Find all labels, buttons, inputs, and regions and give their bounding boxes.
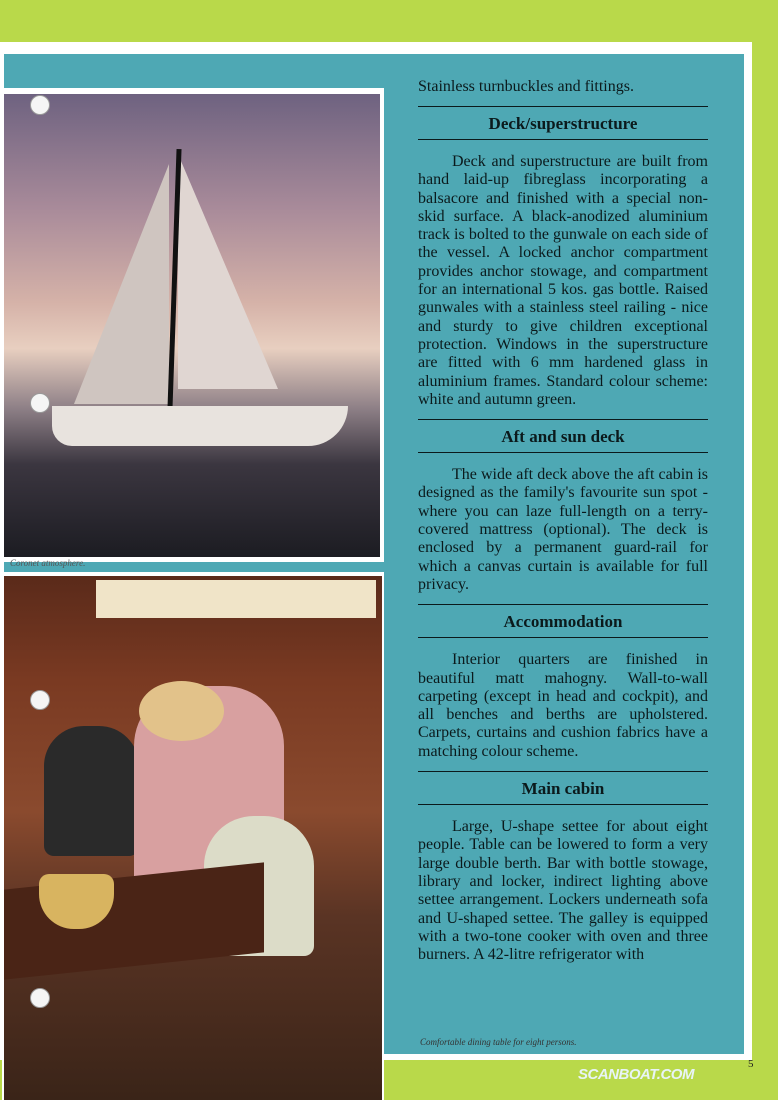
jib-sail xyxy=(74,164,169,404)
section-body-accommodation: Interior quarters are finished in beautiful matt mahogny. Wall-to-wall carpeting (except in head and cockpit), and all benches and berths are upholstered. Carpets, curtains and cushion fabrics have a matching colour scheme. xyxy=(418,651,708,760)
hull xyxy=(52,406,348,446)
main-sail xyxy=(178,154,278,389)
page-number: 5 xyxy=(748,1058,754,1070)
binder-hole xyxy=(30,95,50,115)
section-heading-main-cabin: Main cabin xyxy=(418,771,708,805)
window-light xyxy=(96,580,376,618)
caption-bottom: Comfortable dining table for eight persons. xyxy=(420,1037,577,1047)
cabin-photo xyxy=(2,572,384,1100)
sailboat-photo xyxy=(2,88,384,562)
intro-line: Stainless turnbuckles and fittings. xyxy=(418,78,634,95)
text-column xyxy=(418,78,708,964)
binder-hole xyxy=(30,393,50,413)
cabin-image xyxy=(4,576,382,1100)
watermark: SCANBOAT.COM xyxy=(578,1066,694,1083)
section-heading-accommodation: Accommodation xyxy=(418,604,708,638)
section-heading-deck: Deck/superstructure xyxy=(418,106,708,140)
section-body-aft-deck: The wide aft deck above the aft cabin is designed as the family's favourite sun spot - where you can laze full-length on a terry-covered mattress (optional). The deck is enclosed by a permanent guard-rail for which a canvas curtain is available for full privacy. xyxy=(418,466,708,593)
section-body-deck: Deck and superstructure are built from hand laid-up fibreglass incorporating a balsacore and finished with a special non-skid surface. A black-anodized aluminium track is bolted to the gunwale on each side of the vessel. A locked anchor compartment provides anchor stowage, and compartment for an international 5 kos. gas bottle. Raised gunwales with a stainless steel railing - nice and sturdy to give children exceptional protection. Windows in the superstructure are fitted with 6 mm hardened glass in aluminium frames. Standard colour scheme: white and autumn green. xyxy=(418,153,708,408)
woman-hair xyxy=(139,681,224,741)
section-heading-aft-deck: Aft and sun deck xyxy=(418,419,708,453)
binder-hole xyxy=(30,690,50,710)
caption-top: Coronet atmosphere. xyxy=(10,558,86,568)
sailboat-image xyxy=(4,94,380,557)
binder-hole xyxy=(30,988,50,1008)
boy-figure xyxy=(44,726,139,856)
section-body-main-cabin: Large, U-shape settee for about eight people. Table can be lowered to form a very large double berth. Bar with bottle stowage, library and locker, indirect lighting above settee arrangement. Lockers underneath sofa and U-shaped settee. The galley is equipped with a two-tone cooker with oven and three burners. A 42-litre refrigerator with xyxy=(418,818,708,964)
